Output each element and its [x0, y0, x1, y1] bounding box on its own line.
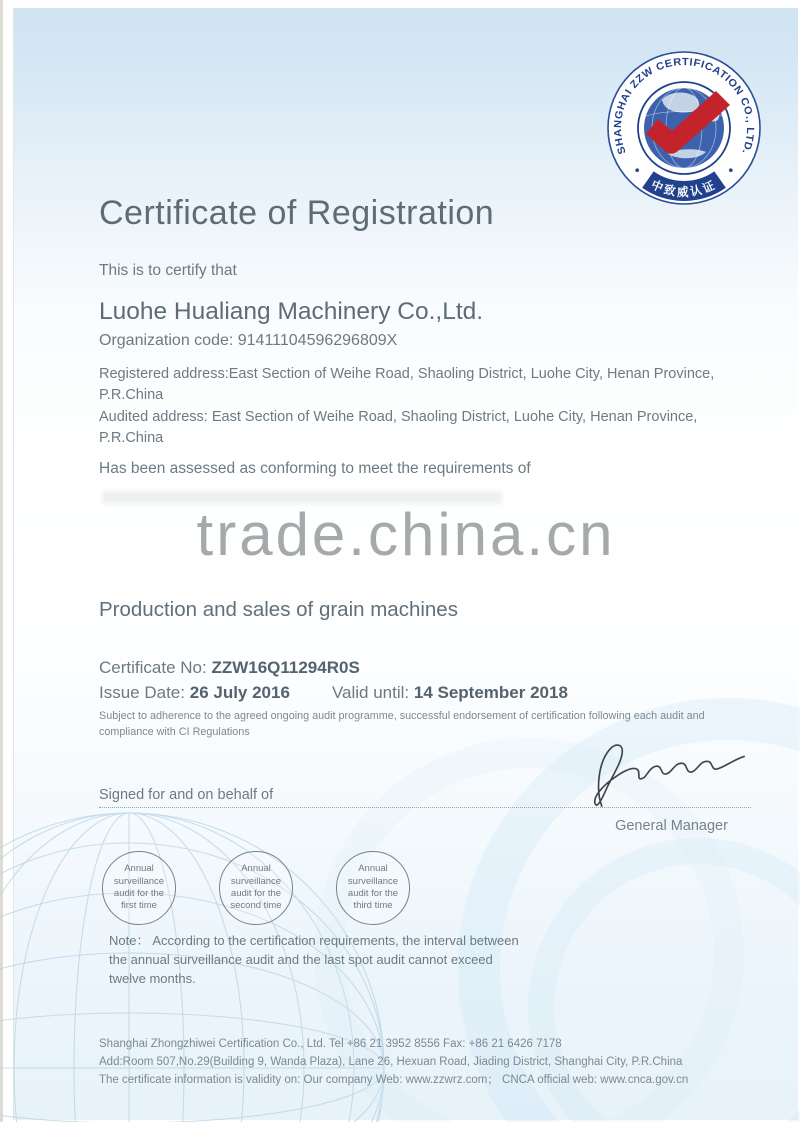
certification-seal [604, 48, 764, 208]
issuer-verification-line: The certificate information is validity on: Our company Web: www.zzwrz.com； CNCA official web: www.cnca.gov.cn [99, 1073, 689, 1086]
site-watermark: trade.china.cn [196, 501, 616, 568]
certificate-paper [13, 8, 798, 1120]
valid-until-value: 14 September 2018 [413, 683, 568, 702]
signed-label: Signed for and on behalf of [99, 787, 274, 803]
conditions-text: Subject to adherence to the agreed ongoing audit programme, successful endorsement of certification following each audit and compliance with CI Regulations [99, 710, 705, 738]
issue-date [99, 683, 290, 703]
audited-address: Audited address: East Section of Weihe Road, Shaoling District, Luohe City, Henan Province, P.R.China [99, 409, 698, 446]
issuer-address-line: Add:Room 507,No.29(Building 9, Wanda Plaza), Lane 26, Hexuan Road, Jiading District, Shanghai City, P.R.China [99, 1055, 683, 1068]
registered-address: Registered address:East Section of Weihe Road, Shaoling District, Luohe City, Henan Province, P.R.China [99, 366, 715, 403]
dates-row [99, 683, 568, 703]
certification-scope: Production and sales of grain machines [99, 598, 458, 621]
organization-code: Organization code: 91411104596296809X [99, 332, 398, 349]
valid-until [332, 683, 568, 703]
seal-banner-text: 中致威认证 [649, 177, 720, 200]
valid-until-label: Valid until: [331, 683, 410, 702]
issue-date-value: 26 July 2016 [189, 683, 290, 702]
certificate-number-value: ZZW16Q11294R0S [211, 658, 360, 677]
company-name: Luohe Hualiang Machinery Co.,Ltd. [99, 298, 484, 325]
issue-date-label: Issue Date: [99, 683, 185, 702]
certificate-title: Certificate of Registration [99, 194, 495, 232]
seal-dot [635, 168, 639, 172]
audit-circle-second: Annual surveillance audit for the second time [219, 851, 293, 925]
certificate-number-row [99, 658, 360, 678]
issuer-contact-line: Shanghai Zhongzhiwei Certification Co., Ltd. Tel +86 21 3952 8556 Fax: +86 21 6426 7178 [99, 1038, 562, 1050]
certificate-number-label: Certificate No: [99, 658, 207, 677]
seal-dot [729, 168, 733, 172]
audit-circle-third: Annual surveillance audit for the third time [336, 851, 410, 925]
assessment-line: Has been assessed as conforming to meet the requirements of [99, 460, 531, 477]
note-text: Note： According to the certification requirements, the interval between the annual surveillance audit and the last spot audit cannot exceed twelve months. [109, 933, 519, 986]
audit-circle-first: Annual surveillance audit for the first time [102, 851, 176, 925]
seal-ring-text: SHANGHAI ZZW CERTIFICATION CO., LTD. [612, 57, 756, 156]
signatory-role: General Manager [615, 818, 728, 834]
issuer-footer [99, 1036, 789, 1089]
handwritten-signature [586, 734, 756, 812]
certify-intro: This is to certify that [99, 262, 237, 279]
